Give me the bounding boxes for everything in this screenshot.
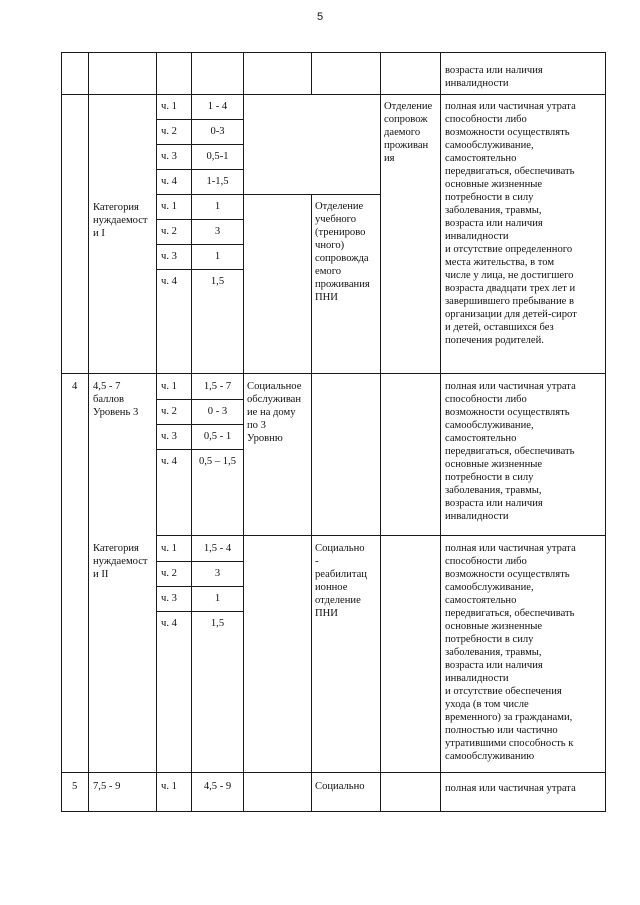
table-rule [243, 52, 244, 812]
row4-value-1: 1,5 - 7 [203, 381, 232, 392]
cat1-label-line-1: Категория [93, 202, 139, 213]
row4-requirement-line-7: основные жизненные [445, 459, 543, 470]
cat1a-part-2: ч. 2 [161, 126, 177, 137]
cat1-requirement-line-9: заболевания, травмы, [445, 205, 542, 216]
cat2-value-4: 1,5 [210, 618, 225, 629]
cat2-dept-line-1: Социально [315, 543, 365, 554]
cat1a-value-3: 0,5-1 [206, 151, 229, 162]
cat1a-dept-line-2: сопровож [384, 114, 428, 125]
row4-requirement-line-8: потребности в силу [445, 472, 534, 483]
cat1b-dept-line-8: ПНИ [315, 292, 338, 303]
table-rule [156, 219, 243, 220]
cat1-requirement-line-15: возраста двадцати трех лет и [445, 283, 576, 294]
row4-part-3: ч. 3 [161, 431, 177, 442]
row4-requirement-line-5: самостоятельно [445, 433, 517, 444]
row4-value-2: 0 - 3 [207, 406, 228, 417]
cat1-requirement-line-7: основные жизненные [445, 179, 543, 190]
cat1-requirement-line-4: самообслуживание, [445, 140, 534, 151]
cat1a-dept-line-4: проживан [384, 140, 429, 151]
cat1-label-line-3: и I [93, 228, 105, 239]
cat1b-dept-line-4: чного) [315, 240, 345, 251]
row4-service-line-3: ие на дому [247, 407, 296, 418]
cat2-requirement-line-1: полная или частичная утрата [445, 543, 576, 554]
table-rule [380, 52, 381, 812]
table-rule [156, 535, 606, 536]
table-rule [88, 52, 89, 812]
cat2-dept-line-4: ионное [315, 582, 348, 593]
cat1b-dept-line-7: проживания [315, 279, 370, 290]
top-requirement-line-2: инвалидности [445, 78, 509, 89]
row4-service-line-5: Уровню [247, 433, 283, 444]
cat1b-dept-line-6: емого [315, 266, 342, 277]
cat1-requirement-line-10: возраста или наличия [445, 218, 543, 229]
cat1b-dept-line-2: учебного [315, 214, 357, 225]
row5-score: 7,5 - 9 [93, 781, 121, 792]
cat2-requirement-line-4: самообслуживание, [445, 582, 534, 593]
row5-value: 4,5 - 9 [203, 781, 232, 792]
row4-service-line-1: Социальное [247, 381, 302, 392]
cat1-requirement-line-6: передвигаться, обеспечивать [445, 166, 575, 177]
cat2-part-3: ч. 3 [161, 593, 177, 604]
cat1b-value-1: 1 [214, 201, 221, 212]
cat1b-part-4: ч. 4 [161, 276, 177, 287]
cat2-label-line-1: Категория [93, 543, 139, 554]
table-rule [156, 561, 243, 562]
row4-number: 4 [72, 381, 78, 392]
table-rule [61, 52, 62, 812]
row4-value-3: 0,5 - 1 [203, 431, 232, 442]
row4-part-2: ч. 2 [161, 406, 177, 417]
page-number: 5 [316, 11, 324, 23]
cat2-requirement-line-11: инвалидности [445, 673, 509, 684]
cat2-requirement-line-16: утратившими способность к [445, 738, 574, 749]
table-rule [440, 52, 441, 812]
table-rule [156, 169, 243, 170]
table-rule [61, 94, 606, 95]
row5-number: 5 [72, 781, 78, 792]
cat1a-part-3: ч. 3 [161, 151, 177, 162]
cat1b-dept-line-1: Отделение [315, 201, 364, 212]
cat2-requirement-line-5: самостоятельно [445, 595, 517, 606]
cat1-requirement-line-13: места жительства, в том [445, 257, 555, 268]
cat2-requirement-line-6: передвигаться, обеспечивать [445, 608, 575, 619]
table-rule [156, 269, 243, 270]
table-rule [156, 611, 243, 612]
cat1b-part-1: ч. 1 [161, 201, 177, 212]
cat2-value-2: 3 [214, 568, 221, 579]
cat2-requirement-line-7: основные жизненные [445, 621, 543, 632]
cat1-requirement-line-19: попечения родителей. [445, 335, 544, 346]
cat1a-value-1: 1 - 4 [207, 101, 228, 112]
table-rule [156, 586, 243, 587]
cat2-requirement-line-17: самообслуживанию [445, 751, 535, 762]
table-rule [61, 52, 606, 53]
cat1b-dept-line-5: сопровожда [315, 253, 369, 264]
top-requirement-line-1: возраста или наличия [445, 65, 543, 76]
cat2-requirement-line-13: ухода (в том числе [445, 699, 529, 710]
cat2-value-1: 1,5 - 4 [203, 543, 232, 554]
cat1-requirement-line-3: возможности осуществлять [445, 127, 570, 138]
cat2-requirement-line-15: полностью или частично [445, 725, 558, 736]
cat2-part-2: ч. 2 [161, 568, 177, 579]
cat2-requirement-line-14: временного) за гражданами, [445, 712, 573, 723]
table-rule [156, 52, 157, 812]
table-rule [156, 449, 243, 450]
cat1-requirement-line-11: инвалидности [445, 231, 509, 242]
cat2-label-line-2: нуждаемост [93, 556, 148, 567]
row4-requirement-line-3: возможности осуществлять [445, 407, 570, 418]
row5-dept: Социально [315, 781, 365, 792]
cat1-requirement-line-8: потребности в силу [445, 192, 534, 203]
table-rule [156, 144, 243, 145]
cat2-dept-line-2: - [315, 556, 319, 567]
table-rule [605, 52, 606, 812]
cat1a-dept-line-1: Отделение [384, 101, 433, 112]
row4-requirement-line-9: заболевания, травмы, [445, 485, 542, 496]
table-rule [61, 373, 606, 374]
cat2-requirement-line-12: и отсутствие обеспечения [445, 686, 562, 697]
cat2-requirement-line-3: возможности осуществлять [445, 569, 570, 580]
cat1a-value-2: 0-3 [210, 126, 225, 137]
cat1-requirement-line-16: завершившего пребывание в [445, 296, 574, 307]
cat1-requirement-line-5: самостоятельно [445, 153, 517, 164]
row4-part-4: ч. 4 [161, 456, 177, 467]
row4-requirement-line-2: способности либо [445, 394, 527, 405]
row5-requirement: полная или частичная утрата [445, 783, 576, 794]
cat1-requirement-line-17: организации для детей-сирот [445, 309, 577, 320]
row4-requirement-line-10: возраста или наличия [445, 498, 543, 509]
cat2-label-line-3: и II [93, 569, 109, 580]
table-rule [156, 424, 243, 425]
table-rule [156, 119, 243, 120]
row4-requirement-line-11: инвалидности [445, 511, 509, 522]
row4-score-line-3: Уровень 3 [93, 407, 139, 418]
cat2-value-3: 1 [214, 593, 221, 604]
table-rule [61, 772, 606, 773]
row4-score-line-2: баллов [93, 394, 125, 405]
cat1-requirement-line-1: полная или частичная утрата [445, 101, 576, 112]
cat2-dept-line-5: отделение [315, 595, 361, 606]
cat1b-value-3: 1 [214, 251, 221, 262]
cat2-requirement-line-2: способности либо [445, 556, 527, 567]
cat2-dept-line-3: реабилитац [315, 569, 367, 580]
cat2-requirement-line-9: заболевания, травмы, [445, 647, 542, 658]
row5-part: ч. 1 [161, 781, 177, 792]
table-rule [156, 194, 381, 195]
cat1b-part-3: ч. 3 [161, 251, 177, 262]
row4-requirement-line-4: самообслуживание, [445, 420, 534, 431]
cat1b-dept-line-3: (тренирово [315, 227, 366, 238]
cat1b-value-4: 1,5 [210, 276, 225, 287]
cat2-part-4: ч. 4 [161, 618, 177, 629]
table-rule [311, 52, 312, 94]
row4-score-line-1: 4,5 - 7 [93, 381, 121, 392]
cat1-requirement-line-12: и отсутствие определенного [445, 244, 573, 255]
cat1b-part-2: ч. 2 [161, 226, 177, 237]
cat1-label-line-2: нуждаемост [93, 215, 148, 226]
cat1-requirement-line-14: числе у лица, не достигшего [445, 270, 574, 281]
row4-service-line-2: обслуживан [247, 394, 302, 405]
cat1a-part-1: ч. 1 [161, 101, 177, 112]
row4-part-1: ч. 1 [161, 381, 177, 392]
cat2-part-1: ч. 1 [161, 543, 177, 554]
table-rule [156, 399, 243, 400]
cat1a-part-4: ч. 4 [161, 176, 177, 187]
row4-value-4: 0,5 – 1,5 [198, 456, 237, 467]
table-rule [156, 244, 243, 245]
row4-service-line-4: по 3 [247, 420, 266, 431]
cat1a-value-4: 1-1,5 [206, 176, 229, 187]
cat2-requirement-line-10: возраста или наличия [445, 660, 543, 671]
cat1b-value-2: 3 [214, 226, 221, 237]
cat1a-dept-line-3: даемого [384, 127, 421, 138]
table-rule [311, 194, 312, 812]
table-rule [61, 811, 606, 812]
row4-requirement-line-6: передвигаться, обеспечивать [445, 446, 575, 457]
cat1-requirement-line-18: и детей, оставшихся без [445, 322, 554, 333]
cat2-requirement-line-8: потребности в силу [445, 634, 534, 645]
cat1-requirement-line-2: способности либо [445, 114, 527, 125]
row4-requirement-line-1: полная или частичная утрата [445, 381, 576, 392]
cat2-dept-line-6: ПНИ [315, 608, 338, 619]
cat1a-dept-line-5: ия [384, 153, 395, 164]
